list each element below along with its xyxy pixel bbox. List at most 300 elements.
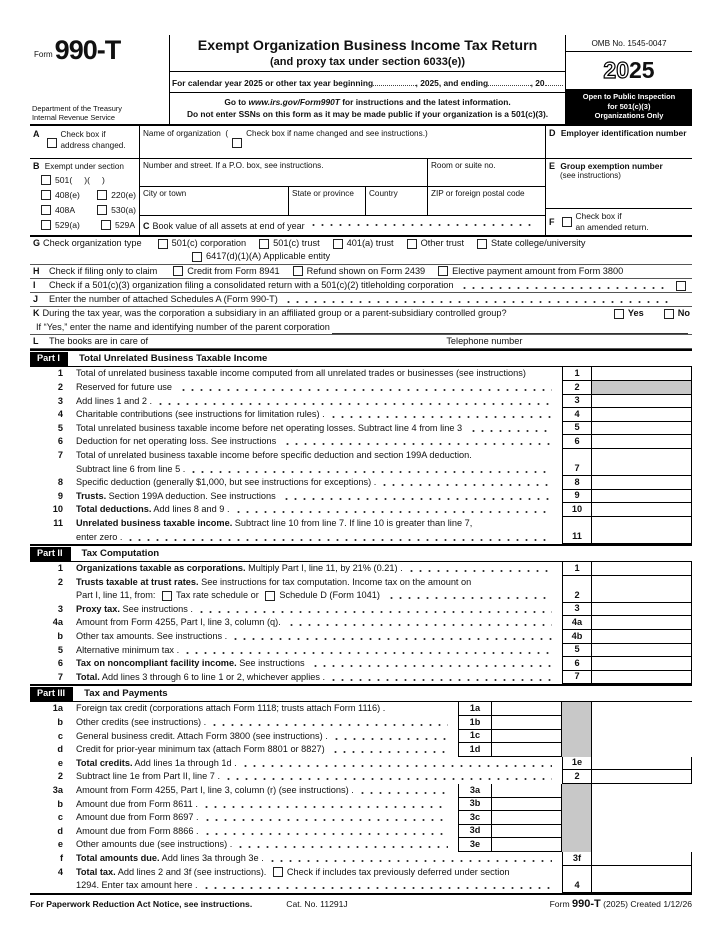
name-label: Name of organization ( <box>143 129 229 138</box>
dot-leader <box>268 852 552 866</box>
exempt-220e-label: 220(e) <box>111 189 136 200</box>
identity-section <box>30 124 692 237</box>
form-line <box>30 503 692 517</box>
field-e-letter: E <box>549 161 556 171</box>
amount-cell[interactable] <box>592 395 692 409</box>
amount-cell[interactable] <box>592 476 692 490</box>
line-text: Total of unrelated business taxable income computed from all unrelated trades or businesses (see instructions) <box>76 368 526 379</box>
amount-cell[interactable] <box>592 630 692 644</box>
line-description <box>76 367 562 381</box>
claim-credit-8941-checkbox[interactable] <box>173 266 183 276</box>
inspection-line1: Open to Public Inspection <box>582 91 676 101</box>
line-description <box>76 730 458 744</box>
org-type-401a-trust-checkbox[interactable] <box>333 239 343 249</box>
street-field[interactable] <box>140 159 427 186</box>
dot-leader <box>197 603 552 617</box>
calendar-prefix: For calendar year 2025 or other tax year beginning <box>172 78 374 88</box>
checkbox[interactable] <box>162 591 172 601</box>
part-header <box>30 349 692 367</box>
dot-leader <box>179 381 552 395</box>
field-d-ein[interactable] <box>546 126 692 159</box>
form-line <box>30 825 692 839</box>
line-text: See instructions for tax computation. Income tax on the amount on <box>198 576 472 587</box>
name-changed-checkbox[interactable] <box>232 138 242 148</box>
instructions-note <box>170 93 565 124</box>
checkbox[interactable] <box>273 867 283 877</box>
field-e-subtext: (see instructions) <box>560 171 621 180</box>
line-number: 8 <box>57 477 63 488</box>
form-line <box>30 562 692 576</box>
line-number: 2 <box>57 381 63 392</box>
amount-cell[interactable] <box>592 576 692 603</box>
line-number-cell: 8 <box>562 476 592 490</box>
line-text: Amount from Form 4255, Part I, line 3, column (q). <box>76 617 284 628</box>
line-number: 4 <box>57 409 63 420</box>
line-number: 3 <box>57 603 63 614</box>
line-description <box>76 811 458 825</box>
form-number: 990-T <box>54 35 121 65</box>
line-number: 4a <box>52 617 63 628</box>
footer-form-number: 990-T <box>572 897 601 910</box>
line-i-text: Check if a 501(c)(3) organization filing a consolidated return with a 501(c)(2) titleholding corporation <box>49 279 457 290</box>
part-title: Tax and Payments <box>84 688 168 700</box>
org-type-other-trust-label: Other trust <box>420 238 465 248</box>
line-text: Total of unrelated business taxable income before specific deduction and section 199A deduction. <box>76 449 472 460</box>
line-number: 9 <box>57 490 63 501</box>
amount-cell[interactable] <box>492 798 562 812</box>
exempt-408a-label: 408A <box>55 204 76 215</box>
line-number-cell: 1 <box>562 562 592 576</box>
amount-cell[interactable] <box>592 770 692 784</box>
blank-area <box>592 798 692 812</box>
line-number-cell: 11 <box>562 517 592 544</box>
org-type-501c-trust-checkbox[interactable] <box>259 239 269 249</box>
field-b-exempt-section <box>30 159 139 235</box>
public-inspection-box <box>566 89 692 124</box>
dot-leader <box>380 476 552 490</box>
exempt-501-checkbox[interactable] <box>41 175 51 185</box>
line-l-text: The books are in care of <box>49 336 149 347</box>
claim-elective-3800-label: Elective payment amount from Form 3800 <box>452 265 624 276</box>
line-number-cell: 7 <box>562 671 592 685</box>
line-number-cell: 5 <box>562 422 592 436</box>
reserved-cell <box>592 381 692 395</box>
line-description <box>76 503 562 517</box>
blank-area <box>592 716 692 730</box>
exempt-530a-label: 530(a) <box>111 204 136 215</box>
line-text: Total tax. <box>76 866 116 877</box>
subsidiary-yes-checkbox[interactable] <box>614 309 624 319</box>
field-f-amended-return <box>546 209 692 235</box>
blank-area <box>592 784 692 798</box>
line-text: Add lines 1a through 1d . <box>132 757 237 768</box>
catalog-number: Cat. No. 11291J <box>286 898 348 909</box>
org-type-6417-label: 6417(d)(1)(A) Applicable entity <box>206 251 331 262</box>
line-l-books-care <box>30 335 692 349</box>
dot-leader <box>329 408 552 422</box>
exempt-529cap-checkbox[interactable] <box>101 220 111 230</box>
checkbox[interactable] <box>265 591 275 601</box>
line-description <box>76 576 562 603</box>
line-text: Section 199A deduction. See instructions <box>106 490 279 501</box>
org-type-501c-corp-checkbox[interactable] <box>158 239 168 249</box>
line-number-cell: 2 <box>562 770 592 784</box>
identity-middle-column <box>140 126 545 235</box>
field-a-address-changed <box>30 126 139 159</box>
exempt-408e-label: 408(e) <box>55 189 80 200</box>
form-line <box>30 757 692 771</box>
form-line <box>30 476 692 490</box>
dot-leader <box>203 811 448 825</box>
line-description <box>76 476 562 490</box>
form-line <box>30 517 692 544</box>
field-c-book-value[interactable] <box>140 216 545 235</box>
dept-line2: Internal Revenue Service <box>32 112 115 122</box>
line-description <box>76 716 458 730</box>
blank-area <box>592 730 692 744</box>
field-a-letter: A <box>33 129 40 139</box>
amount-cell[interactable] <box>592 449 692 476</box>
line-text: Total. <box>76 671 100 682</box>
dot-leader <box>203 825 448 839</box>
country-label: Country <box>369 189 398 198</box>
dot-leader <box>224 770 552 784</box>
parts-section <box>30 349 692 892</box>
field-f-text2: an amended return. <box>575 222 649 232</box>
line-text: Add lines 3 through 6 to line 1 or 2, whichever applies . <box>99 671 326 682</box>
amount-cell[interactable] <box>492 702 562 716</box>
blank-area <box>592 702 692 716</box>
line-number-cell: 7 <box>562 449 592 476</box>
form-line <box>30 657 692 671</box>
field-a-text1: Check box if <box>60 130 106 139</box>
line-k-parent-text: If “Yes,” enter the name and identifying number of the parent corporation <box>36 321 330 332</box>
tax-year <box>566 52 692 89</box>
form-line <box>30 367 692 381</box>
goto-pre: Go to <box>224 97 249 107</box>
line-h-prefix: Check if filing only to claim <box>49 265 158 276</box>
line-text: Amount from Form 4255, Part I, line 3, column (r) (see instructions) . <box>76 785 354 795</box>
shaded-strip <box>562 811 592 825</box>
exempt-501b-label: )( <box>84 174 90 185</box>
goto-url: www.irs.gov/Form990T <box>248 97 340 107</box>
exempt-option-row <box>37 218 136 231</box>
footer-form-suffix: (2025) Created 1/12/26 <box>600 898 692 909</box>
part-header <box>30 544 692 562</box>
form-line <box>30 784 692 798</box>
dot-leader <box>469 422 552 436</box>
amount-cell[interactable] <box>592 490 692 504</box>
form-line <box>30 852 692 866</box>
goto-post: for instructions and the latest information. <box>339 97 511 107</box>
calendar-year-line <box>170 72 565 93</box>
line-text: Trusts taxable at trust rates. <box>76 576 199 587</box>
dot-leader <box>332 730 448 744</box>
line-text: Part I, line 11, from: <box>76 590 159 601</box>
amount-cell[interactable] <box>592 503 692 517</box>
amount-cell[interactable] <box>592 866 692 893</box>
consolidated-return-checkbox[interactable] <box>676 281 686 291</box>
line-text: Unrelated business taxable income. <box>76 517 233 528</box>
form-line <box>30 435 692 449</box>
page-subtitle: (and proxy tax under section 6033(e)) <box>270 56 465 68</box>
identity-right-column <box>545 126 692 235</box>
line-number-cell: 1b <box>458 716 492 730</box>
line-number: 7 <box>57 449 63 460</box>
dot-leader <box>284 293 672 306</box>
state-field[interactable] <box>288 187 365 215</box>
line-text: Tax rate schedule or <box>176 590 262 601</box>
inspection-line2: for 501(c)(3) <box>607 101 651 111</box>
amount-cell[interactable] <box>592 852 692 866</box>
line-description <box>76 838 458 852</box>
dot-leader <box>126 531 552 545</box>
line-text: Other credits (see instructions) . <box>76 717 207 728</box>
dot-leader <box>236 838 448 852</box>
line-text: See instructions <box>236 658 308 669</box>
tax-year-end-year-input[interactable] <box>545 77 563 86</box>
tax-year-end-input[interactable] <box>488 77 530 86</box>
dept-line1: Department of the Treasury <box>32 103 122 113</box>
line-text: Subtract line 6 from line 5 . <box>76 463 186 474</box>
amount-cell[interactable] <box>592 562 692 576</box>
country-field[interactable] <box>365 187 427 215</box>
line-number-cell: 5 <box>562 644 592 658</box>
line-number: 10 <box>52 504 63 515</box>
line-number-cell: 4a <box>562 616 592 630</box>
line-text: Add lines 8 and 9 . <box>151 504 230 515</box>
line-i-consolidated-return <box>30 279 692 293</box>
claim-credit-8941-label: Credit from Form 8941 <box>187 265 280 276</box>
page-title: Exempt Organization Business Income Tax Return <box>197 38 538 54</box>
part-header <box>30 684 692 702</box>
amount-cell[interactable] <box>592 671 692 685</box>
line-number-cell: 2 <box>562 576 592 603</box>
dot-leader <box>311 657 552 671</box>
identity-left-column <box>30 126 140 235</box>
exempt-529a-label: 529(a) <box>55 219 80 230</box>
line-text: Total amounts due. <box>76 852 160 863</box>
dot-leader <box>231 630 552 644</box>
form-footer <box>30 893 692 910</box>
dot-leader <box>202 798 448 812</box>
line-text: Total deductions. <box>76 504 152 515</box>
line-g-organization-type <box>30 237 692 265</box>
exempt-408e-checkbox[interactable] <box>41 190 51 200</box>
field-a-text2: address changed. <box>60 141 126 150</box>
line-number-cell: 1 <box>562 367 592 381</box>
line-number: 4 <box>57 866 63 877</box>
form-990t <box>30 35 692 910</box>
line-description <box>76 422 562 436</box>
footer-form-word: Form <box>549 898 572 909</box>
form-line <box>30 381 692 395</box>
line-text: Other amounts due (see instructions) . <box>76 839 233 850</box>
telephone-label: Telephone number <box>446 336 523 347</box>
line-number: 2 <box>57 771 63 782</box>
line-number: 2 <box>57 576 63 587</box>
amount-cell[interactable] <box>492 838 562 852</box>
line-description <box>76 743 458 757</box>
amount-cell[interactable] <box>592 367 692 381</box>
dot-leader <box>331 743 448 757</box>
state-label: State or province <box>292 189 354 198</box>
room-suite-field[interactable] <box>427 159 545 186</box>
field-e-text: Group exemption number <box>560 161 663 171</box>
line-number-cell: 3a <box>458 784 492 798</box>
line-number: 5 <box>57 422 63 433</box>
field-b-title: Exempt under section <box>44 162 124 171</box>
subsidiary-no-checkbox[interactable] <box>664 309 674 319</box>
amount-cell[interactable] <box>592 435 692 449</box>
line-number-cell: 3d <box>458 825 492 839</box>
street-label: Number and street. If a P.O. box, see instructions. <box>143 161 324 170</box>
dot-leader <box>282 490 552 504</box>
amended-return-checkbox[interactable] <box>562 217 572 227</box>
line-text: Schedule D (Form 1041) <box>279 590 383 601</box>
form-line <box>30 630 692 644</box>
tax-year-begin-input[interactable] <box>373 77 415 86</box>
title-block <box>170 35 565 124</box>
amount-cell[interactable] <box>592 757 692 771</box>
dot-leader <box>283 435 552 449</box>
amount-cell[interactable] <box>492 784 562 798</box>
amount-cell[interactable] <box>592 657 692 671</box>
line-number: e <box>57 757 63 768</box>
amount-cell[interactable] <box>492 811 562 825</box>
amount-cell[interactable] <box>492 825 562 839</box>
department-block <box>32 104 165 123</box>
line-description <box>76 798 458 812</box>
field-e-group-exemption[interactable] <box>546 159 692 209</box>
blank-area <box>592 743 692 757</box>
line-number-cell: 3f <box>562 852 592 866</box>
dot-leader <box>387 589 553 603</box>
field-f-text1: Check box if <box>575 211 622 221</box>
line-number-cell: 1e <box>562 757 592 771</box>
exempt-530a-checkbox[interactable] <box>97 205 107 215</box>
line-number-cell: 2 <box>562 381 592 395</box>
form-line <box>30 449 692 476</box>
line-number-cell: 1c <box>458 730 492 744</box>
blank-area <box>592 838 692 852</box>
line-number-cell: 3 <box>562 603 592 617</box>
org-type-other-trust-checkbox[interactable] <box>407 239 417 249</box>
dot-leader <box>202 879 552 893</box>
form-line <box>30 866 692 893</box>
line-number: 11 <box>53 517 63 528</box>
name-of-organization-field[interactable] <box>140 126 545 159</box>
line-number: 6 <box>57 436 63 447</box>
city-field[interactable] <box>140 187 288 215</box>
amount-cell[interactable] <box>592 517 692 544</box>
line-number: 1a <box>52 703 63 714</box>
dot-leader <box>189 463 552 477</box>
amount-cell[interactable] <box>592 644 692 658</box>
form-header <box>30 35 692 124</box>
form-line <box>30 798 692 812</box>
form-line <box>30 811 692 825</box>
line-text: Multiply Part I, line 11, by 21% (0.21) . <box>245 563 403 574</box>
form-line <box>30 702 692 716</box>
amount-cell[interactable] <box>592 616 692 630</box>
line-number-cell: 1a <box>458 702 492 716</box>
exempt-408a-checkbox[interactable] <box>41 205 51 215</box>
amount-cell[interactable] <box>592 603 692 617</box>
line-number: b <box>57 717 63 728</box>
shaded-strip <box>562 702 592 716</box>
parent-corporation-input[interactable] <box>332 321 688 334</box>
exempt-option-row <box>37 188 136 201</box>
footer-form-id <box>478 898 692 910</box>
amount-cell[interactable] <box>492 743 562 757</box>
exempt-220e-checkbox[interactable] <box>97 190 107 200</box>
dot-leader <box>407 562 552 576</box>
line-text: Amount due from Form 8866 . <box>76 825 199 836</box>
line-text: Check if includes tax previously deferred under section <box>286 866 510 877</box>
room-suite-label: Room or suite no. <box>431 161 496 170</box>
line-text: Total credits. <box>76 757 133 768</box>
line-text: Foreign tax credit (corporations attach Form 1118; trusts attach Form 1116) . <box>76 703 386 714</box>
street-row <box>140 159 545 187</box>
amount-cell[interactable] <box>592 422 692 436</box>
amount-cell[interactable] <box>492 716 562 730</box>
org-type-6417-checkbox[interactable] <box>192 252 202 262</box>
part-title: Total Unrelated Business Taxable Income <box>78 353 268 365</box>
line-description <box>76 630 562 644</box>
org-type-state-college-checkbox[interactable] <box>477 239 487 249</box>
dot-leader <box>183 644 552 658</box>
form-line <box>30 838 692 852</box>
claim-elective-3800-checkbox[interactable] <box>438 266 448 276</box>
field-d-text: Employer identification number <box>560 128 687 138</box>
claim-refund-2439-checkbox[interactable] <box>293 266 303 276</box>
line-number: d <box>57 825 63 836</box>
dot-leader <box>358 784 448 798</box>
line-i-letter: I <box>33 279 36 290</box>
line-text: Subtract line 1e from Part II, line 7 . <box>76 771 221 782</box>
part-label: Part II <box>30 547 71 561</box>
line-description <box>76 616 562 630</box>
form-number-block <box>30 35 170 124</box>
dot-leader <box>210 716 448 730</box>
amount-cell[interactable] <box>592 408 692 422</box>
line-text: Deduction for net operating loss. See instructions <box>76 436 279 447</box>
omb-number: OMB No. 1545-0047 <box>566 35 692 52</box>
org-type-501c-corp-label: 501(c) corporation <box>171 238 247 248</box>
line-text: See instructions . <box>119 603 193 614</box>
line-description <box>76 517 562 544</box>
line-k-subsidiary <box>30 307 692 335</box>
dot-leader <box>329 671 552 685</box>
dot-leader <box>156 395 552 409</box>
amount-cell[interactable] <box>492 730 562 744</box>
exempt-529a-checkbox[interactable] <box>41 220 51 230</box>
form-line <box>30 616 692 630</box>
titles <box>170 35 565 72</box>
zip-field[interactable] <box>427 187 545 215</box>
line-description <box>76 395 562 409</box>
line-number: e <box>57 839 63 850</box>
line-l-letter: L <box>33 336 39 347</box>
ssn-note: Do not enter SSNs on this form as it may be made public if your organization is a 501(c)(3). <box>186 108 549 119</box>
shaded-strip <box>562 716 592 730</box>
line-text: Add lines 1 and 2 . <box>76 395 153 406</box>
inspection-line3: Organizations Only <box>594 111 664 121</box>
omb-block <box>565 35 692 124</box>
field-d-letter: D <box>549 128 556 138</box>
address-changed-checkbox[interactable] <box>47 138 57 148</box>
